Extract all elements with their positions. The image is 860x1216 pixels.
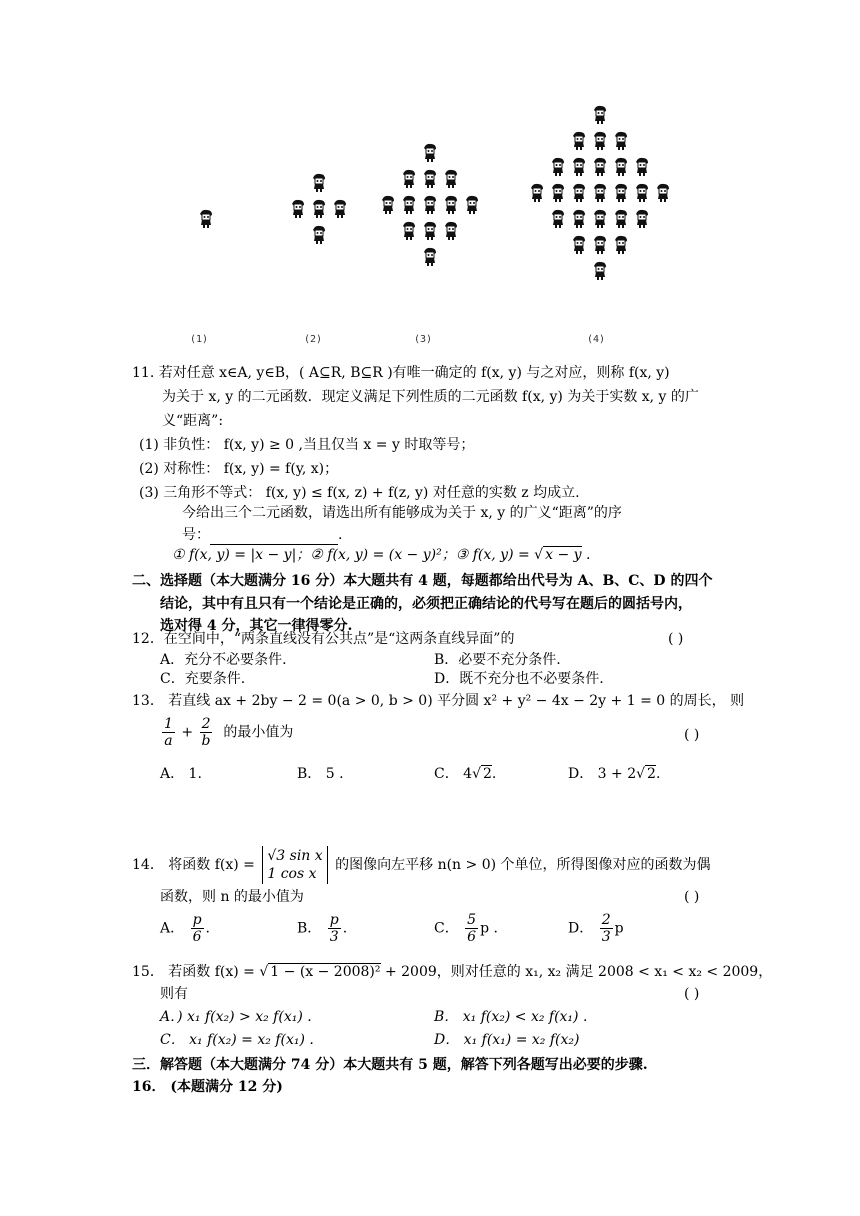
q13-option-d: D． 3 + 2√ 2. — [568, 766, 661, 782]
q12-option-d: D．既不充分也不必要条件. — [434, 671, 604, 687]
cartoon-figure-icon — [309, 198, 329, 218]
q13-option-c: C． 4√ 2. — [434, 766, 497, 782]
q13-fraction-2 — [200, 716, 213, 749]
q13-stem: 13． 若直线 ax + 2by − 2 = 0(a > 0, b > 0) 平分圆 x² + y² − 4x − 2y + 1 = 0 的周长， 则 — [132, 693, 745, 709]
q16-header: 16． (本题满分 12 分) — [132, 1079, 283, 1095]
cartoon-figure-icon — [611, 156, 631, 176]
cartoon-figure-icon — [653, 182, 673, 202]
q13-frac1-den: a — [164, 733, 173, 749]
cartoon-figure-icon — [569, 234, 589, 254]
q13-expression — [160, 716, 293, 749]
q11-options-end: . — [585, 547, 591, 563]
q13-option-a: A． 1. — [160, 766, 202, 782]
figure-label-3: (3) — [414, 334, 433, 345]
q14-b-num: p — [329, 912, 339, 928]
q14-line2: 函数，则 n 的最小值为 — [160, 889, 304, 905]
cartoon-figure-icon — [590, 234, 610, 254]
q11-answer-suffix: . — [338, 527, 343, 543]
q12-answer-paren[interactable]: ( ) — [668, 631, 684, 647]
cartoon-figure-icon — [399, 220, 419, 240]
cartoon-figure-icon — [590, 208, 610, 228]
cartoon-figure-icon — [399, 168, 419, 188]
q11-property-3: (3) 三角形不等式： f(x, y) ≤ f(x, z) + f(z, y) 对任意的实数 z 均成立. — [139, 485, 580, 501]
q14-a-num: p — [192, 912, 202, 928]
cartoon-figure-icon — [399, 194, 419, 214]
figure-label-2: (2) — [304, 334, 323, 345]
cartoon-figure-icon — [378, 194, 398, 214]
q14-det-row2: 1 cos x — [267, 866, 317, 882]
q11-instruction: 今给出三个二元函数，请选出所有能够成为关于 x, y 的广义“距离”的序 — [182, 505, 622, 521]
cartoon-figure-icon — [548, 156, 568, 176]
cartoon-figure-icon — [611, 234, 631, 254]
cartoon-figure-icon — [590, 130, 610, 150]
cartoon-figure-icon — [632, 182, 652, 202]
q14-d-num: 2 — [601, 912, 611, 928]
cartoon-figure-icon — [590, 104, 610, 124]
cartoon-figure-icon — [548, 182, 568, 202]
q11-property-2: (2) 对称性： f(x, y) = f(y, x)； — [139, 461, 339, 477]
q14-option-d-frac — [600, 912, 613, 945]
q14-c-den: 6 — [467, 929, 477, 945]
q13-option-b: B． 5 . — [297, 766, 344, 782]
q13-option-c-radicand: 2 — [483, 766, 492, 782]
q11-answer-blank[interactable] — [210, 530, 338, 545]
q13-tail: 的最小值为 — [223, 724, 294, 741]
q13-frac2-num: 2 — [201, 716, 211, 732]
cartoon-figure-icon — [309, 224, 329, 244]
q15-line2: 则有 — [160, 986, 188, 1002]
cartoon-figure-icon — [569, 130, 589, 150]
cartoon-figure-icon — [420, 168, 440, 188]
cartoon-figure-icon — [569, 182, 589, 202]
cartoon-figure-icon — [420, 194, 440, 214]
q11-option3-radicand: x − y — [545, 547, 582, 563]
q14-determinant — [262, 846, 327, 884]
q15-option-c: C． x₁ f(x₂) = x₂ f(x₁) . — [160, 1032, 314, 1048]
q12-stem: 12．在空间中，“两条直线没有公共点”是“这两条直线异面”的 — [132, 631, 515, 647]
cartoon-figure-icon — [196, 208, 216, 228]
q14-b-end: . — [342, 920, 348, 937]
q14-d-end: p — [614, 920, 624, 937]
cartoon-figure-icon — [590, 156, 610, 176]
q11-line1: 11. 若对任意 x∈A, y∈B，( A⊆R, B⊆R )有唯一确定的 f(x, y) 与之对应，则称 f(x, y) — [132, 365, 670, 381]
cartoon-figure-icon — [288, 198, 308, 218]
q11-answer-prefix: 号： — [182, 527, 210, 543]
q14-a-end: . — [205, 920, 210, 937]
cartoon-figure-icon — [420, 142, 440, 162]
q15-option-d: D． x₁ f(x₁) = x₂ f(x₂) — [434, 1032, 580, 1048]
q13-option-c-prefix: C． 4 — [434, 766, 473, 782]
cartoon-figure-icon — [611, 130, 631, 150]
q11-answer-line — [182, 525, 342, 545]
q12-option-a: A．充分不必要条件. — [160, 652, 287, 668]
q15-mid: + 2009，则对任意的 x₁, x₂ 满足 2008 < x₁ < x₂ < 2009， — [384, 964, 773, 980]
q15-option-a: A．) x₁ f(x₂) > x₂ f(x₁) . — [160, 1009, 312, 1025]
q13-option-d-suffix: . — [655, 766, 661, 782]
q11-property-1: (1) 非负性： f(x, y) ≥ 0 ,当且仅当 x = y 时取等号； — [139, 437, 475, 453]
cartoon-figure-icon — [548, 208, 568, 228]
q13-fraction-1 — [162, 716, 175, 749]
cartoon-figure-icon — [441, 194, 461, 214]
q13-frac1-num: 1 — [164, 716, 173, 732]
q13-option-d-radicand: 2 — [647, 766, 656, 782]
q12-option-c: C．充要条件. — [160, 671, 246, 687]
q13-option-c-suffix: . — [491, 766, 497, 782]
q15-radicand: 1 − (x − 2008)² — [270, 964, 381, 980]
cartoon-figure-icon — [330, 198, 350, 218]
q11-line2: 为关于 x, y 的二元函数．现定义满足下列性质的二元函数 f(x, y) 为关于实数 x, y 的广 — [162, 389, 699, 405]
q14-option-d-label: D． — [568, 920, 594, 937]
q11-options-text: ① f(x, y) = |x − y|；② f(x, y) = (x − y)²；③ f(x, y) = — [172, 547, 530, 563]
figure-label-1: (1) — [190, 334, 209, 345]
q13-plus: + — [181, 724, 194, 741]
q14-answer-paren[interactable]: ( ) — [684, 889, 700, 905]
pattern-figure — [180, 100, 700, 350]
q14-option-c — [434, 912, 498, 945]
q14-b-den: 3 — [329, 929, 339, 945]
cartoon-figure-icon — [462, 194, 482, 214]
section2-line2: 结论，其中有且只有一个结论是正确的，必须把正确结论的代号写在题后的圆括号内， — [160, 596, 692, 612]
cartoon-figure-icon — [420, 220, 440, 240]
q12-option-b: B．必要不充分条件. — [434, 652, 561, 668]
cartoon-figure-icon — [309, 172, 329, 192]
cartoon-figure-icon — [420, 246, 440, 266]
q15-prefix: 15． 若函数 f(x) = — [132, 964, 255, 980]
q14-option-b-frac — [328, 912, 341, 945]
q15-answer-paren[interactable]: ( ) — [684, 986, 700, 1002]
q14-mid: 的图像向左平移 n(n > 0) 个单位，所得图像对应的函数为偶 — [335, 857, 711, 873]
q14-prefix: 14． 将函数 f(x) = — [132, 857, 255, 873]
q14-option-c-frac — [465, 912, 478, 945]
q14-option-a-label: A． — [160, 920, 185, 937]
q15-stem: 15． 若函数 f(x) = √ 1 − (x − 2008)² + 2009，则对任意的 x₁, x₂ 满足 2008 < x₁ < x₂ < 2009， — [132, 964, 773, 980]
section3-line1: 三．解答题（本大题满分 74 分）本大题共有 5 题，解答下列各题写出必要的步骤. — [132, 1057, 648, 1073]
q14-option-c-label: C． — [434, 920, 459, 937]
cartoon-figure-icon — [527, 182, 547, 202]
q11-line3: 义“距离”: — [162, 413, 224, 429]
cartoon-figure-icon — [632, 156, 652, 176]
q13-option-d-prefix: D． 3 + 2 — [568, 766, 637, 782]
q14-option-b — [297, 912, 347, 945]
q14-c-end: p . — [480, 920, 498, 937]
q14-c-num: 5 — [467, 912, 477, 928]
section2-line1: 二、选择题（本大题满分 16 分）本大题共有 4 题，每题都给出代号为 A、B、C、D 的四个 — [132, 573, 713, 589]
q14-option-b-label: B． — [297, 920, 322, 937]
q14-a-den: 6 — [192, 929, 202, 945]
cartoon-figure-icon — [441, 168, 461, 188]
cartoon-figure-icon — [441, 220, 461, 240]
figure-label-4: (4) — [587, 334, 606, 345]
cartoon-figure-icon — [632, 208, 652, 228]
q14-det-row1: √3 sin x — [267, 848, 323, 864]
cartoon-figure-icon — [611, 182, 631, 202]
cartoon-figure-icon — [569, 208, 589, 228]
cartoon-figure-icon — [590, 260, 610, 280]
q14-d-den: 3 — [601, 929, 611, 945]
q14-option-a-frac — [191, 912, 204, 945]
q11-options: ① f(x, y) = |x − y|；② f(x, y) = (x − y)²；③ f(x, y) = √ x − y . — [172, 547, 591, 563]
q14-stem — [132, 846, 711, 884]
cartoon-figure-icon — [569, 156, 589, 176]
q13-answer-paren[interactable]: ( ) — [684, 727, 700, 743]
q13-frac2-den: b — [201, 733, 211, 749]
q15-option-b: B． x₁ f(x₂) < x₂ f(x₁) . — [434, 1009, 588, 1025]
cartoon-figure-icon — [611, 208, 631, 228]
q14-option-a — [160, 912, 210, 945]
q14-option-d — [568, 912, 624, 945]
section2-line3: 选对得 4 分，其它一律得零分. — [160, 618, 353, 634]
cartoon-figure-icon — [590, 182, 610, 202]
